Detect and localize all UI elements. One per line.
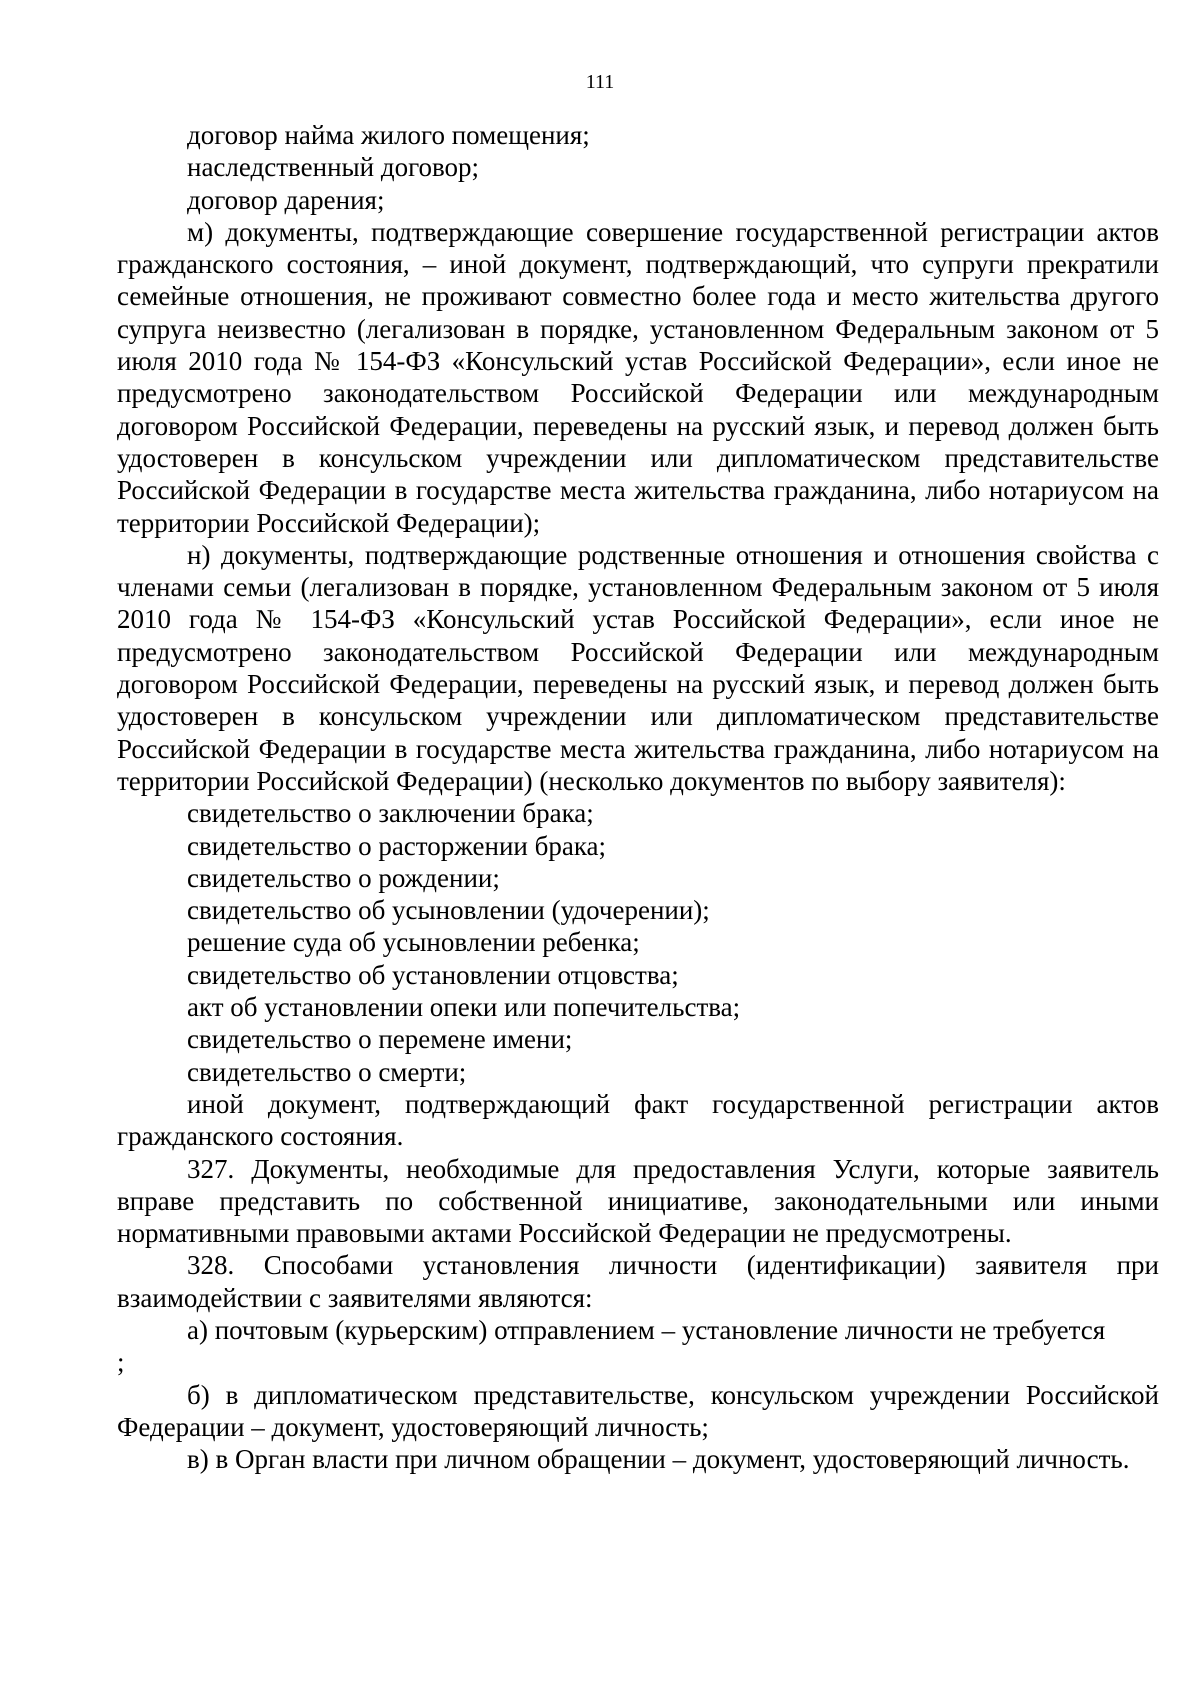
stray-semicolon: ;	[117, 1347, 125, 1378]
list-item: наследственный договор;	[187, 152, 480, 183]
paragraph-item-a: а) почтовым (курьерским) отправлением – установление личности не требуется	[187, 1314, 1106, 1345]
list-item: решение суда об усыновлении ребенка;	[187, 927, 640, 958]
paragraph-item-m: м) документы, подтверждающие совершение государственной регистрации актов гражданского состояния, – иной документ, подтверждающий, что супруги прекратили семейные отношения, не проживают совместно более года и место жительства другого супруга неизвестно (легализован в порядке, установленном Федеральным законом от 5 июля 2010 года № 154-ФЗ «Консульский устав Российской Федерации», если иное не предусмотрено законодательством Российской Федерации или международным договором Российской Федерации, переведены на русский язык, и перевод должен быть удостоверен в консульском учреждении или дипломатическом представительстве Российской Федерации в государстве места жительства гражданина, либо нотариусом на территории Российской Федерации);	[117, 216, 1159, 538]
paragraph-item-v: в) в Орган власти при личном обращении – документ, удостоверяющий личность.	[187, 1444, 1130, 1475]
list-item: свидетельство об установлении отцовства;	[187, 959, 679, 990]
list-item: свидетельство о заключении брака;	[187, 798, 594, 829]
list-item: свидетельство о рождении;	[187, 862, 500, 893]
paragraph-328: 328. Способами установления личности (идентификации) заявителя при взаимодействии с заявителями являются:	[117, 1250, 1159, 1313]
paragraph-327: 327. Документы, необходимые для предоставления Услуги, которые заявитель вправе представить по собственной инициативе, законодательными или иными нормативными правовыми актами Российской Федерации не предусмотрены.	[117, 1153, 1159, 1249]
paragraph-item-n: н) документы, подтверждающие родственные отношения и отношения свойства с членами семьи (легализован в порядке, установленном Федеральным законом от 5 июля 2010 года № 154-ФЗ «Консульский устав Российской Федерации», если иное не предусмотрено законодательством Российской Федерации или международным договором Российской Федерации, переведены на русский язык, и перевод должен быть удостоверен в консульском учреждении или дипломатическом представительстве Российской Федерации в государстве места жительства гражданина, либо нотариусом на территории Российской Федерации) (несколько документов по выбору заявителя):	[117, 539, 1159, 796]
document-body	[117, 119, 1159, 1475]
list-item: свидетельство об усыновлении (удочерении);	[187, 895, 710, 926]
list-item: договор найма жилого помещения;	[187, 120, 590, 150]
page-number: 111	[585, 71, 615, 93]
list-item: свидетельство о смерти;	[187, 1056, 467, 1087]
list-item: договор дарения;	[187, 184, 385, 215]
paragraph-other-document: иной документ, подтверждающий факт государственной регистрации актов гражданского состояния.	[117, 1088, 1159, 1152]
list-item: свидетельство о перемене имени;	[187, 1024, 573, 1055]
paragraph-item-b: б) в дипломатическом представительстве, консульском учреждении Российской Федерации – документ, удостоверяющий личность;	[117, 1379, 1159, 1442]
list-item: акт об установлении опеки или попечительства;	[187, 992, 741, 1023]
list-item: свидетельство о расторжении брака;	[187, 830, 607, 861]
